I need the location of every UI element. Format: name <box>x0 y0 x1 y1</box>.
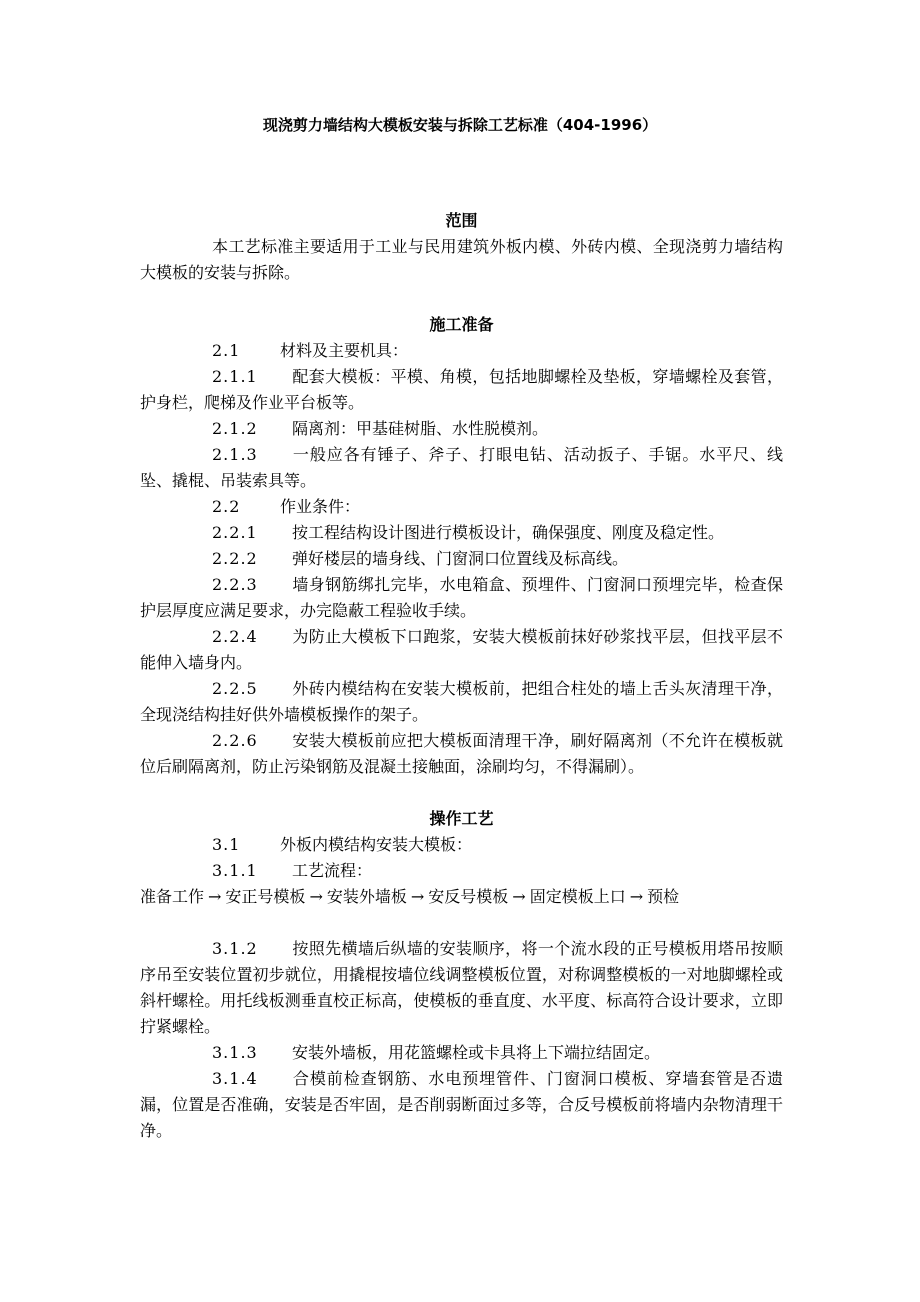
clause-text: 为防止大模板下口跑浆，安装大模板前抹好砂浆找平层，但找平层不能伸入墙身内。 <box>140 627 783 672</box>
flow-step: 安反号模板 <box>428 887 509 906</box>
clause-text: 安装外墙板，用花篮螺栓或卡具将上下端拉结固定。 <box>292 1043 661 1062</box>
clause-item <box>140 338 783 364</box>
clause-text: 弹好楼层的墙身线、门窗洞口位置线及标高线。 <box>292 549 629 568</box>
spacer <box>140 780 783 806</box>
clause-item <box>140 624 783 676</box>
process-clause-list <box>140 832 783 884</box>
flow-step: 固定模板上口 <box>529 887 626 906</box>
clause-item <box>140 546 783 572</box>
section-heading-process: 操作工艺 <box>429 809 494 828</box>
clause-number: 3.1.2 <box>212 939 258 958</box>
clause-item <box>140 676 783 728</box>
clause-number: 3.1.3 <box>212 1043 258 1062</box>
clause-item <box>140 1066 783 1144</box>
clause-item <box>140 364 783 416</box>
clause-number: 3.1 <box>212 835 241 854</box>
clause-number: 2.1 <box>212 341 241 360</box>
arrow-right-icon: → <box>410 887 425 906</box>
clause-number: 2.2.1 <box>212 523 258 542</box>
clause-text: 隔离剂：甲基硅树脂、水性脱模剂。 <box>292 419 549 438</box>
clause-item <box>140 442 783 494</box>
flow-step: 安装外墙板 <box>326 887 407 906</box>
clause-number: 2.2.4 <box>212 627 258 646</box>
process-clause-list <box>140 936 783 1144</box>
clause-number: 2.1.1 <box>212 367 258 386</box>
spacer <box>140 286 783 312</box>
clause-text: 配套大模板：平模、角模，包括地脚螺栓及垫板，穿墙螺栓及套管，护身栏，爬梯及作业平台板等。 <box>140 367 783 412</box>
clause-number: 2.2.6 <box>212 731 258 750</box>
clause-text: 外板内模结构安装大模板： <box>280 835 473 854</box>
clause-text: 合模前检查钢筋、水电预埋管件、门窗洞口模板、穿墙套管是否遗漏，位置是否准确，安装是否牢固，是否削弱断面过多等，合反号模板前将墙内杂物清理干净。 <box>140 1069 783 1140</box>
process-flow-line <box>140 884 783 910</box>
clause-item <box>140 1040 783 1066</box>
clause-text: 外砖内模结构在安装大模板前，把组合柱处的墙上舌头灰清理干净，全现浇结构挂好供外墙模板操作的架子。 <box>140 679 783 724</box>
clause-number: 2.1.3 <box>212 445 258 464</box>
clause-text: 按照先横墙后纵墙的安装顺序，将一个流水段的正号模板用塔吊按顺序吊至安装位置初步就位，用撬棍按墙位线调整模板位置，对称调整模板的一对地脚螺栓或斜杆螺栓。用托线板测垂直校正标高，使模板的垂直度、水平度、标高符合设计要求，立即拧紧螺栓。 <box>140 939 783 1036</box>
flow-step: 安正号模板 <box>225 887 306 906</box>
clause-item <box>140 416 783 442</box>
clause-text: 材料及主要机具： <box>280 341 409 360</box>
clause-item <box>140 858 783 884</box>
document-body <box>140 208 783 1144</box>
clause-text: 一般应各有锤子、斧子、打眼电钻、活动扳子、手锯。水平尺、线坠、撬棍、吊装索具等。 <box>140 445 783 490</box>
prep-clause-list <box>140 338 783 780</box>
arrow-right-icon: → <box>309 887 323 906</box>
clause-text: 墙身钢筋绑扎完毕，水电箱盒、预埋件、门窗洞口预埋完毕，检查保护层厚度应满足要求，办完隐蔽工程验收手续。 <box>140 575 783 620</box>
clause-number: 2.2.2 <box>212 549 258 568</box>
section-heading-prep: 施工准备 <box>429 315 494 334</box>
clause-number: 2.1.2 <box>212 419 258 438</box>
clause-number: 2.2.5 <box>212 679 258 698</box>
clause-text: 按工程结构设计图进行模板设计，确保强度、刚度及稳定性。 <box>292 523 725 542</box>
clause-item <box>140 832 783 858</box>
clause-text: 工艺流程： <box>292 861 373 880</box>
spacer <box>140 910 783 936</box>
clause-number: 3.1.1 <box>212 861 258 880</box>
clause-number: 2.2 <box>212 497 241 516</box>
clause-number: 2.2.3 <box>212 575 258 594</box>
clause-item <box>140 936 783 1040</box>
clause-text: 安装大模板前应把大模板面清理干净，刷好隔离剂（不允许在模板就位后刷隔离剂，防止污染钢筋及混凝土接触面，涂刷均匀，不得漏刷）。 <box>140 731 783 776</box>
arrow-right-icon: → <box>629 887 644 906</box>
arrow-right-icon: → <box>208 887 222 906</box>
clause-item <box>140 728 783 780</box>
clause-item <box>140 494 783 520</box>
scope-paragraph: 本工艺标准主要适用于工业与民用建筑外板内模、外砖内模、全现浇剪力墙结构大模板的安装与拆除。 <box>140 237 783 282</box>
clause-item <box>140 520 783 546</box>
section-heading-scope: 范围 <box>445 211 478 230</box>
arrow-right-icon: → <box>512 887 526 906</box>
flow-step: 准备工作 <box>140 887 205 906</box>
flow-step: 预检 <box>647 887 680 906</box>
clause-number: 3.1.4 <box>212 1069 258 1088</box>
clause-text: 作业条件： <box>280 497 361 516</box>
clause-item <box>140 572 783 624</box>
document-title: 现浇剪力墙结构大模板安装与拆除工艺标准（404-1996） <box>262 116 658 134</box>
